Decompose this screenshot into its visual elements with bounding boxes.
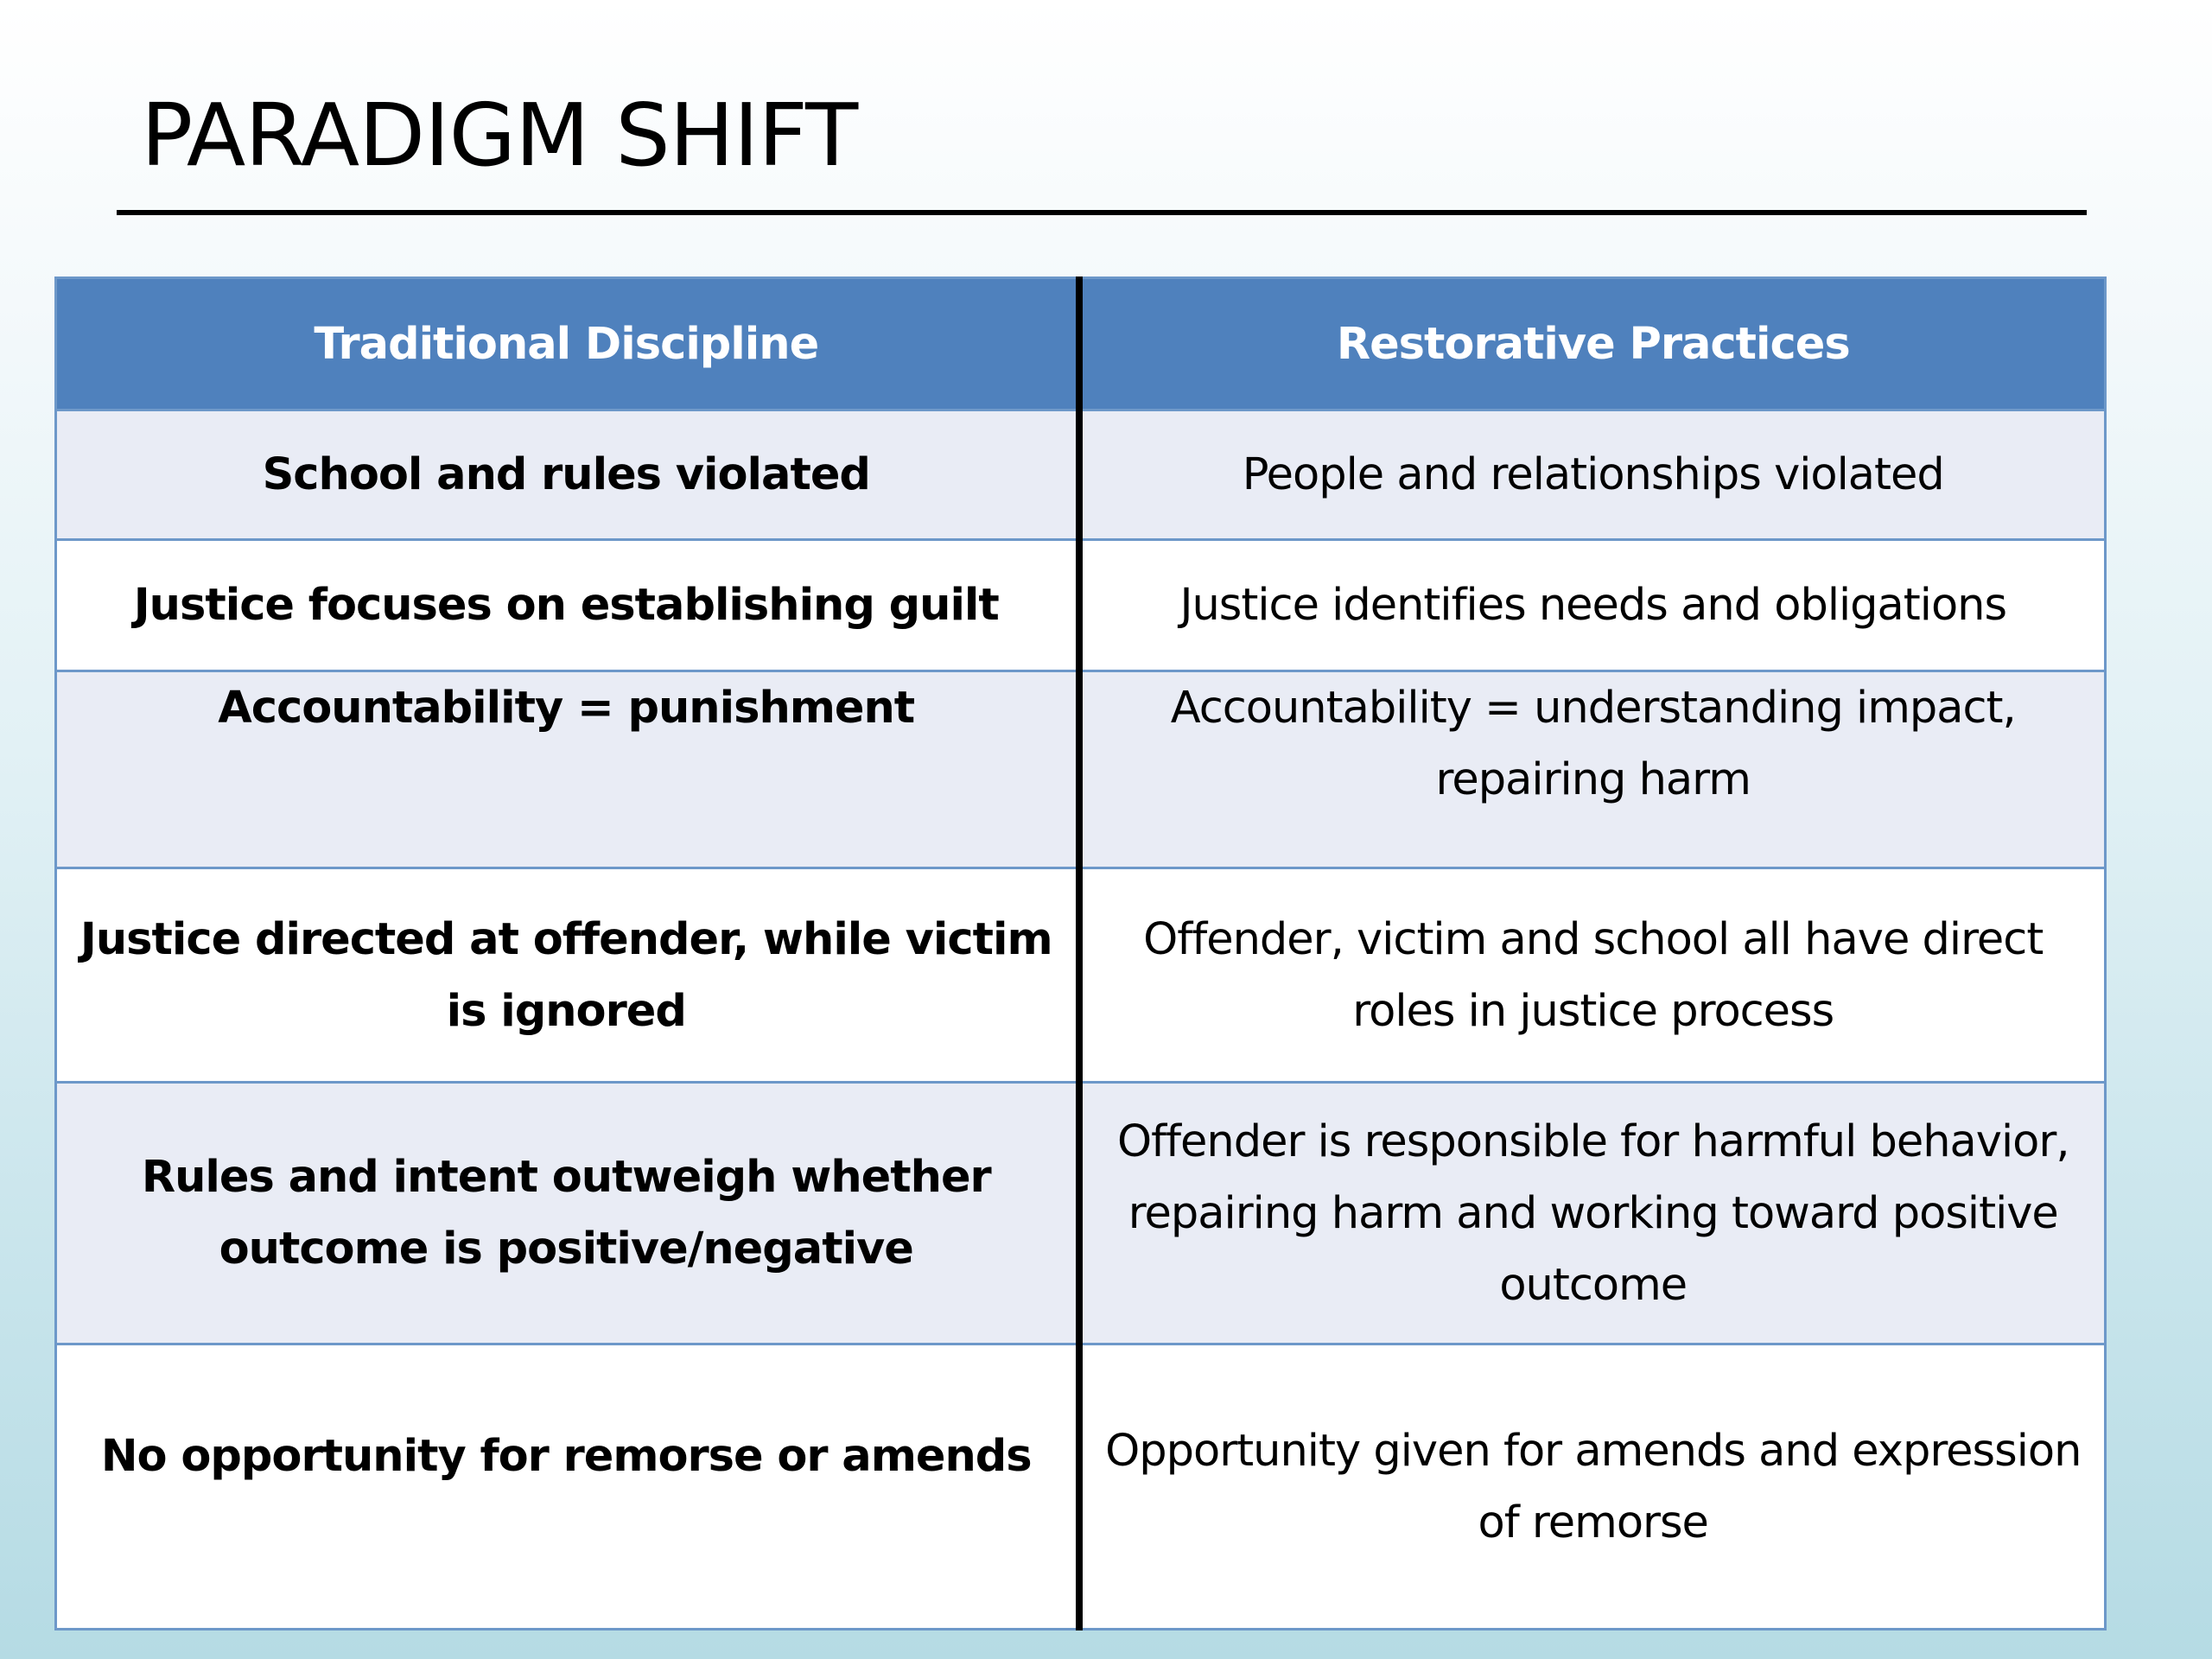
- traditional-cell: Justice directed at offender, while victim is ignored: [56, 868, 1079, 1083]
- table-row: [56, 1344, 2106, 1630]
- traditional-cell: Accountability = punishment: [56, 671, 1079, 868]
- restorative-cell: Justice identifies needs and obligations: [1079, 540, 2106, 671]
- table-row: [56, 410, 2106, 540]
- restorative-cell: Opportunity given for amends and expression of remorse: [1079, 1344, 2106, 1630]
- traditional-cell: Rules and intent outweigh whether outcome is positive/negative: [56, 1083, 1079, 1344]
- traditional-cell: School and rules violated: [56, 410, 1079, 540]
- table-row: [56, 671, 2106, 868]
- table-row: [56, 868, 2106, 1083]
- traditional-cell: No opportunity for remorse or amends: [56, 1344, 1079, 1630]
- title-underline: [117, 210, 2087, 215]
- table-row: [56, 1083, 2106, 1344]
- traditional-cell: Justice focuses on establishing guilt: [56, 540, 1079, 671]
- restorative-cell: Accountability = understanding impact, repairing harm: [1079, 671, 2106, 868]
- header-traditional-discipline: Traditional Discipline: [56, 278, 1079, 410]
- header-restorative-practices: Restorative Practices: [1079, 278, 2106, 410]
- header-row: [56, 278, 2106, 410]
- slide-title: PARADIGM SHIFT: [141, 85, 858, 186]
- restorative-cell: People and relationships violated: [1079, 410, 2106, 540]
- table-row: [56, 540, 2106, 671]
- comparison-table-container: [54, 276, 2104, 1629]
- restorative-cell: Offender is responsible for harmful behavior, repairing harm and working toward positive outcome: [1079, 1083, 2106, 1344]
- comparison-table: [54, 276, 2107, 1630]
- restorative-cell: Offender, victim and school all have direct roles in justice process: [1079, 868, 2106, 1083]
